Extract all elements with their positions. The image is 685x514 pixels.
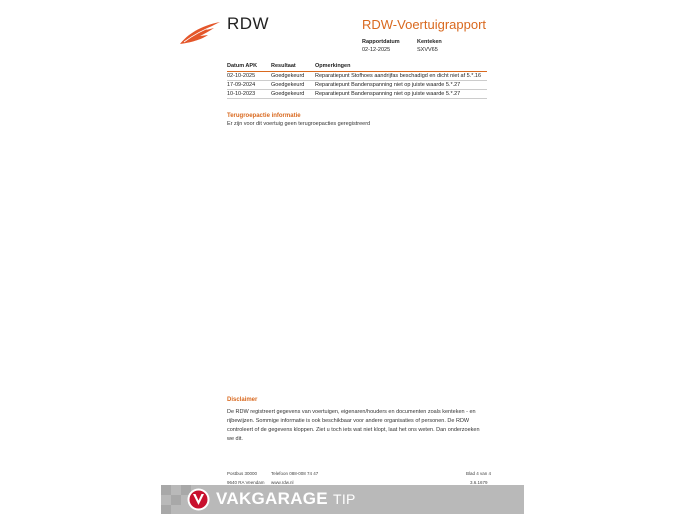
- brand-name: RDW: [227, 14, 270, 33]
- cell-resultaat: Goedgekeurd: [271, 81, 305, 88]
- cell-datum: 17-09-2024: [227, 81, 256, 88]
- table-row: [227, 90, 487, 99]
- cell-opmerking: Reparatiepunt Bandenspanning niet op juiste waarde 5.*.27: [315, 81, 461, 88]
- cell-resultaat: Goedgekeurd: [271, 90, 305, 97]
- recall-text: Er zijn voor dit voertuig geen terugroepacties geregistreerd: [227, 121, 371, 127]
- table-row: [227, 72, 487, 81]
- cell-opmerking: Reparatiepunt Stofhoes aandrijfas beschadigd en dicht niet af 5.*.16: [315, 72, 482, 79]
- column-header-datum: Datum APK: [227, 63, 258, 69]
- cell-datum: 02-10-2025: [227, 72, 256, 79]
- kenteken-label: Kenteken: [417, 39, 442, 45]
- column-header-opmerkingen: Opmerkingen: [315, 63, 351, 69]
- banner-title: [216, 489, 356, 509]
- cell-opmerking: Reparatiepunt Bandenspanning niet op juiste waarde 5.*.27: [315, 90, 461, 97]
- footer-telefoon: Telefoon 088-008 74 47: [271, 471, 319, 476]
- cell-datum: 10-10-2023: [227, 90, 256, 97]
- disclaimer-line-3: controleert of de gegevens kloppen. Ziet u toch iets wat niet klopt, laat het ons weten. Dan onderzoeken: [227, 427, 480, 433]
- table-row: [227, 81, 487, 90]
- cell-resultaat: Goedgekeurd: [271, 72, 305, 79]
- kenteken-value: SXVV65: [417, 47, 438, 53]
- disclaimer-title: Disclaimer: [227, 397, 258, 403]
- rdw-logo-icon: [178, 20, 222, 46]
- footer-postbus: Postbus 30000: [227, 471, 258, 476]
- rapportdatum-label: Rapportdatum: [362, 39, 400, 45]
- recall-section-title: Terugroepactie informatie: [227, 113, 301, 119]
- banner-tip: TIP: [332, 491, 356, 507]
- footer-version: 3.6.1679: [470, 480, 488, 485]
- vakgarage-badge-icon: [187, 488, 210, 511]
- footer-website[interactable]: www.rdw.nl: [271, 480, 294, 485]
- disclaimer-line-2: rijbewijzen. Sommige informatie is ook beschikbaar voor andere organisaties of personen. De RDW: [227, 418, 470, 424]
- disclaimer-line-4: we dit.: [227, 436, 243, 442]
- disclaimer-line-1: De RDW registreert gegevens van voertuigen, eigenaren/houders en documenten zoals kenteken - en: [227, 409, 476, 415]
- footer-postcode: 9640 RA Veendam: [227, 480, 265, 485]
- rapportdatum-value: 02-12-2025: [362, 47, 391, 53]
- footer-page-number: Blad 4 van 4: [466, 471, 492, 476]
- column-header-resultaat: Resultaat: [271, 63, 296, 69]
- banner-brand: VAKGARAGE: [216, 489, 328, 508]
- vakgarage-tip-banner: [161, 485, 524, 514]
- report-title: RDW-Voertuigrapport: [362, 17, 487, 32]
